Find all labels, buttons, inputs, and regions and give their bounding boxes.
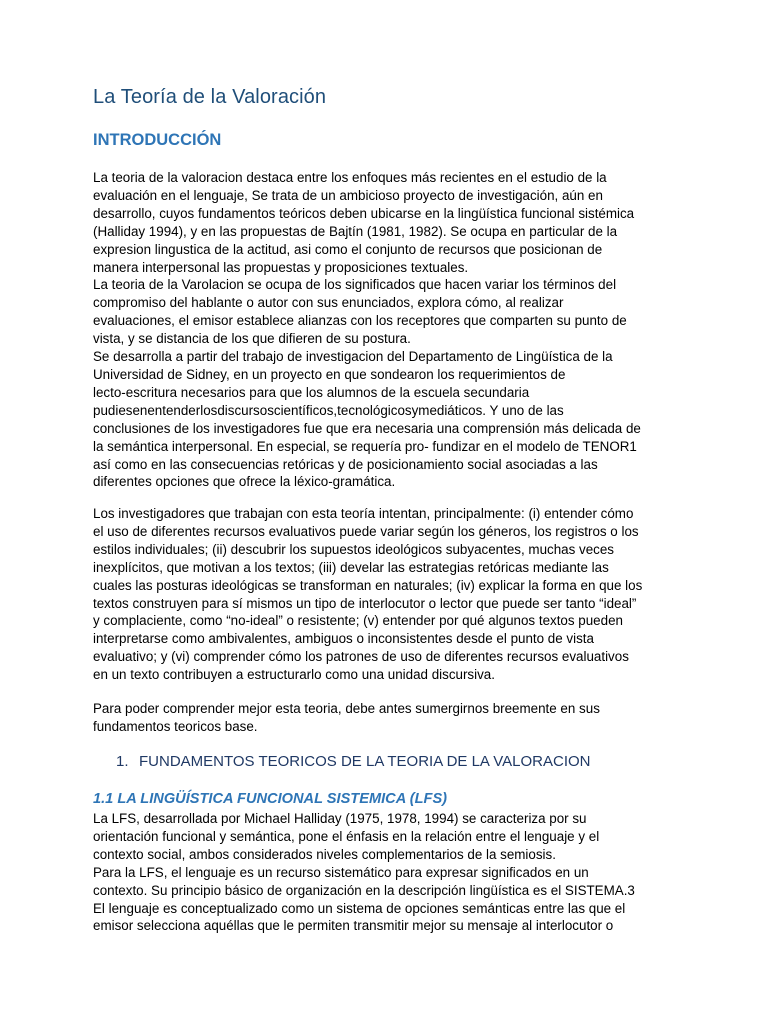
text-line: evaluativo; y (vi) comprender cómo los patrones de uso de diferentes recursos evaluativos	[93, 649, 629, 665]
text-line: inexplícitos, que motivan a los textos; (iii) develar las estrategias retóricas mediante las	[93, 559, 609, 575]
text-line: conclusiones de los investigadores fue que era necesaria una comprensión más delicada de	[93, 420, 641, 436]
text-line: la semántica interpersonal. En especial, se requería pro- fundizar en el modelo de TENOR1	[93, 438, 637, 454]
intro-paragraph-3	[93, 700, 683, 736]
text-line: pudiesenentenderlosdiscursoscientíficos,tecnológicosymediáticos. Y uno de las	[93, 402, 564, 418]
text-line: vista, y se distancia de los que difieren de su postura.	[93, 331, 411, 347]
text-line: La teoria de la Varolacion se ocupa de los significados que hacen variar los términos del	[93, 277, 617, 293]
text-line: (Halliday 1994), y en las propuestas de Bajtín (1981, 1982). Se ocupa en particular de la	[93, 223, 618, 239]
text-line: Universidad de Sidney, en un proyecto en que sondearon los requerimientos de	[93, 366, 566, 382]
text-line: así como en las consecuencias retóricas y de posicionamiento social asociadas a las	[93, 456, 598, 472]
intro-heading: INTRODUCCIÓN	[93, 131, 222, 149]
text-line: Para la LFS, el lenguaje es un recurso sistemático para expresar significados en un	[93, 864, 589, 880]
text-line: diferentes opciones que ofrece la léxico-gramática.	[93, 474, 396, 490]
section-title: FUNDAMENTOS TEORICOS DE LA TEORIA DE LA VALORACION	[139, 753, 591, 770]
text-line: manera interpersonal las propuestas y proposiciones textuales.	[93, 259, 469, 275]
intro-paragraph-2	[93, 505, 683, 684]
document-title: La Teoría de la Valoración	[93, 86, 327, 108]
text-line: interpretarse como ambivalentes, ambiguos o inconsistentes desde el punto de vista	[93, 631, 594, 647]
text-line: contexto social, ambos considerados niveles complementarios de la semiosis.	[93, 846, 556, 862]
text-line: evaluaciones, el emisor establece alianzas con los receptores que comparten su punto de	[93, 313, 627, 329]
text-line: emisor selecciona aquéllas que le permiten transmitir mejor su mensaje al interlocutor o	[93, 918, 614, 934]
section-1-heading	[116, 753, 591, 770]
text-line: textos construyen para sí mismos un tipo de interlocutor o lector que puede ser tanto “ideal”	[93, 595, 637, 611]
text-line: El lenguaje es conceptualizado como un sistema de opciones semánticas entre las que el	[93, 900, 626, 916]
text-line: Los investigadores que trabajan con esta teoría intentan, principalmente: (i) entender cómo	[93, 506, 634, 521]
text-line: La teoria de la valoracion destaca entre los enfoques más recientes en el estudio de la	[93, 170, 607, 185]
text-line: en un texto contribuyen a estructurarlo como una unidad discursiva.	[93, 667, 495, 683]
text-line: expresion lingustica de la actitud, asi como el conjunto de recursos que posicionan de	[93, 241, 603, 257]
text-line: contexto. Su principio básico de organización en la descripción lingüística es el SISTEMA.3	[93, 882, 635, 898]
text-line: Para poder comprender mejor esta teoria, debe antes sumergirnos breemente en sus	[93, 701, 600, 716]
text-line: estilos individuales; (ii) descubrir los supuestos ideológicos subyacentes, muchas veces	[93, 541, 615, 557]
text-line: compromiso del hablante o autor con sus enunciados, explora cómo, al realizar	[93, 295, 564, 311]
text-line: Se desarrolla a partir del trabajo de investigacion del Departamento de Lingüística de la	[93, 349, 613, 365]
text-line: y complaciente, como “no-ideal” o resistente; (v) entender por qué algunos textos pueden	[93, 613, 623, 629]
text-line: el uso de diferentes recursos evaluativos puede variar según los géneros, los registros o los	[93, 523, 639, 539]
subsection-1-1-heading: 1.1 LA LINGÜÍSTICA FUNCIONAL SISTEMICA (LFS)	[93, 791, 448, 807]
text-line: cuales las posturas ideológicas se transforman en naturales; (iv) explicar la forma en que los	[93, 577, 643, 593]
text-line: orientación funcional y semántica, pone el énfasis en la relación entre el lenguaje y el	[93, 828, 600, 844]
text-line: lecto-escritura necesarios para que los alumnos de la escuela secundaria	[93, 384, 530, 400]
text-line: evaluación en el lenguaje, Se trata de un ambicioso proyecto de investigación, aún en	[93, 187, 603, 203]
text-line: fundamentos teoricos base.	[93, 718, 258, 734]
text-line: desarrollo, cuyos fundamentos teóricos deben ubicarse en la lingüística funcional sistémica	[93, 205, 635, 221]
intro-paragraph-1	[93, 169, 683, 491]
section-number: 1.	[116, 753, 129, 770]
text-line: La LFS, desarrollada por Michael Halliday (1975, 1978, 1994) se caracteriza por su	[93, 811, 587, 826]
subsection-1-1-body	[93, 810, 683, 935]
